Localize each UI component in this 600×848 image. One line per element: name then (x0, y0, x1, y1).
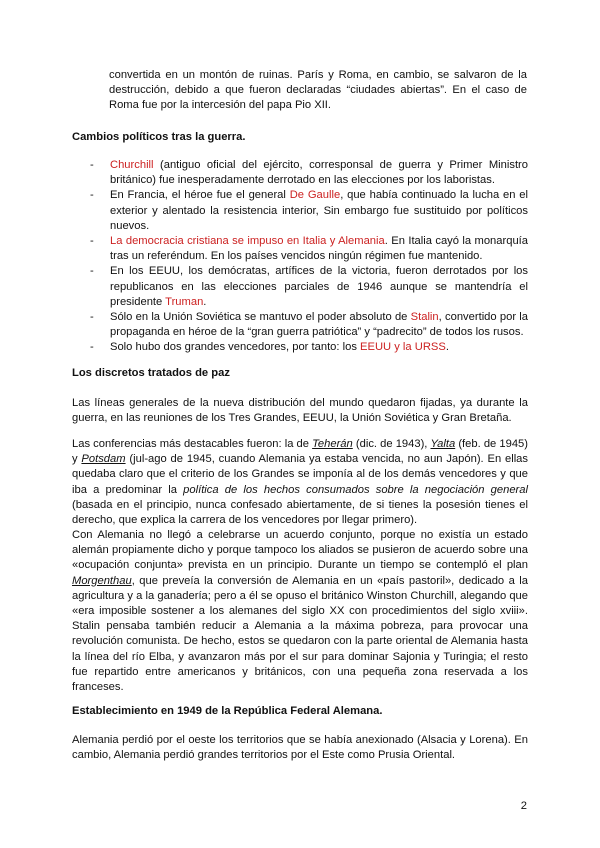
list-item (90, 158, 528, 188)
list-item-text: (antiguo oficial del ejército, corresponsal de guerra y Primer Ministro británico) fue inesperadamente derrotado en las elecciones por los laboristas. (110, 159, 528, 187)
policy-highlight: política de los hechos consumados sobre la negociación general (183, 483, 528, 496)
list-item-text: En los EEUU, los demócratas, artífices de la victoria, fueron derrotados por los republicanos en las elecciones parciales de 1946 aunque se mantendría el presidente (110, 265, 528, 308)
christian-democracy-highlight: La democracia cristiana se impuso en Italia y Alemania (110, 235, 385, 248)
list-item (90, 188, 528, 234)
text-run: (jul-ago de 1945, cuando Alemania ya estaba vencida, no aun Japón). En ellas quedaba claro que el criterio de los Grandes se imponía al de los demás vencedores y que iba a predominar la (72, 453, 528, 496)
list-item-text: Sólo en la Unión Soviética se mantuvo el poder absoluto de (110, 311, 411, 324)
peace-paragraph-1: Las líneas generales de la nueva distribución del mundo quedaron fijadas, ya durante la guerra, en las reuniones de los Tres Grandes, EEUU, la Unión Soviética y Gran Bretaña. (72, 397, 528, 425)
name-stalin: Stalin (410, 311, 439, 324)
text-run: (dic. de 1943), (352, 438, 431, 450)
list-item (90, 264, 528, 310)
text-run: (basada en el principio, nunca confesado abiertamente, de si tienes la posesión tienes el derecho, que explica la carrera de los vencedores por llegar primero). (72, 498, 528, 527)
section-heading-political-changes: Cambios políticos tras la guerra. (72, 131, 246, 143)
list-item-text: . (445, 341, 449, 354)
list-item (90, 234, 528, 264)
conference-yalta: Yalta (430, 438, 456, 450)
text-run: , que preveía la conversión de Alemania en un «país pastoril», dedicado a la agricultura y a la ganadería; pero a él se opuso el británico Winston Churchill, alegando que «era imposible sostener a los alemanes del siglo XX con procedimientos del siglo xviii». Stalin pensaba también reducir a Alemania a la máxima pobreza, para provocar una revolución comunista. De hecho, estos se quedaron con la parte oriental de Alemania hasta la línea del río Elba, y avanzaron más por el sur para dominar Sajonia y Turingia; el resto fue repartido entre americanos y británicos, con una pequeña zona reservada a los franceses. (72, 574, 528, 694)
intro-paragraph: convertida en un montón de ruinas. París y Roma, en cambio, se salvaron de la destrucción, debido a que fueron declaradas “ciudades abiertas”. En el caso de Roma fue por la intercesión del papa Pio XII. (109, 69, 527, 112)
conference-potsdam: Potsdam (81, 453, 126, 466)
page-number: 2 (520, 800, 527, 812)
section-heading-peace-treaties: Los discretos tratados de paz (72, 367, 230, 379)
list-item (90, 310, 528, 340)
peace-paragraph-2 (72, 437, 528, 528)
political-changes-list (90, 158, 528, 356)
winners-highlight: EEUU y la URSS (360, 341, 446, 354)
peace-paragraph-3 (72, 528, 528, 695)
name-de-gaulle: De Gaulle (289, 189, 341, 202)
list-item-text: En Francia, el héroe fue el general (110, 189, 290, 202)
text-run: (feb. de 1945) y (72, 438, 528, 466)
list-item (90, 340, 528, 355)
name-truman: Truman (165, 295, 204, 308)
section-heading-frg: Establecimiento en 1949 de la República Federal Alemana. (72, 705, 383, 717)
list-item-text: , convertido por la propaganda en héroe de la “gran guerra patriótica” y “padrecito” de todos los rusos. (110, 311, 528, 339)
list-item-text: . En Italia cayó la monarquía tras un referéndum. En los países vencidos ningún régimen fue mantenido. (110, 235, 528, 263)
plan-morgenthau: Morgenthau (72, 574, 132, 587)
conference-teheran: Teherán (312, 438, 353, 450)
list-item-text: , que había continuado la lucha en el exterior y alentado la resistencia interior, Sin embargo fue sustituido por políticos nuevos. (110, 189, 529, 232)
frg-paragraph: Alemania perdió por el oeste los territorios que se había anexionado (Alsacia y Lorena). En cambio, Alemania perdió grandes territorios por el Este como Prusia Oriental. (72, 734, 528, 762)
list-item-text: Solo hubo dos grandes vencedores, por tanto: los (110, 341, 361, 354)
text-run: Con Alemania no llegó a celebrarse un acuerdo conjunto, porque no existía un estado alemán propiamente dicho y porque tampoco los aliados se pusieron de acuerdo sobre una «ocupación conjunta» prevista en un principio. Durante un tiempo se contempló el plan (72, 529, 528, 572)
text-run: Las conferencias más destacables fueron: la de (72, 438, 313, 450)
list-item-text: . (203, 295, 207, 308)
name-churchill: Churchill (110, 159, 154, 171)
